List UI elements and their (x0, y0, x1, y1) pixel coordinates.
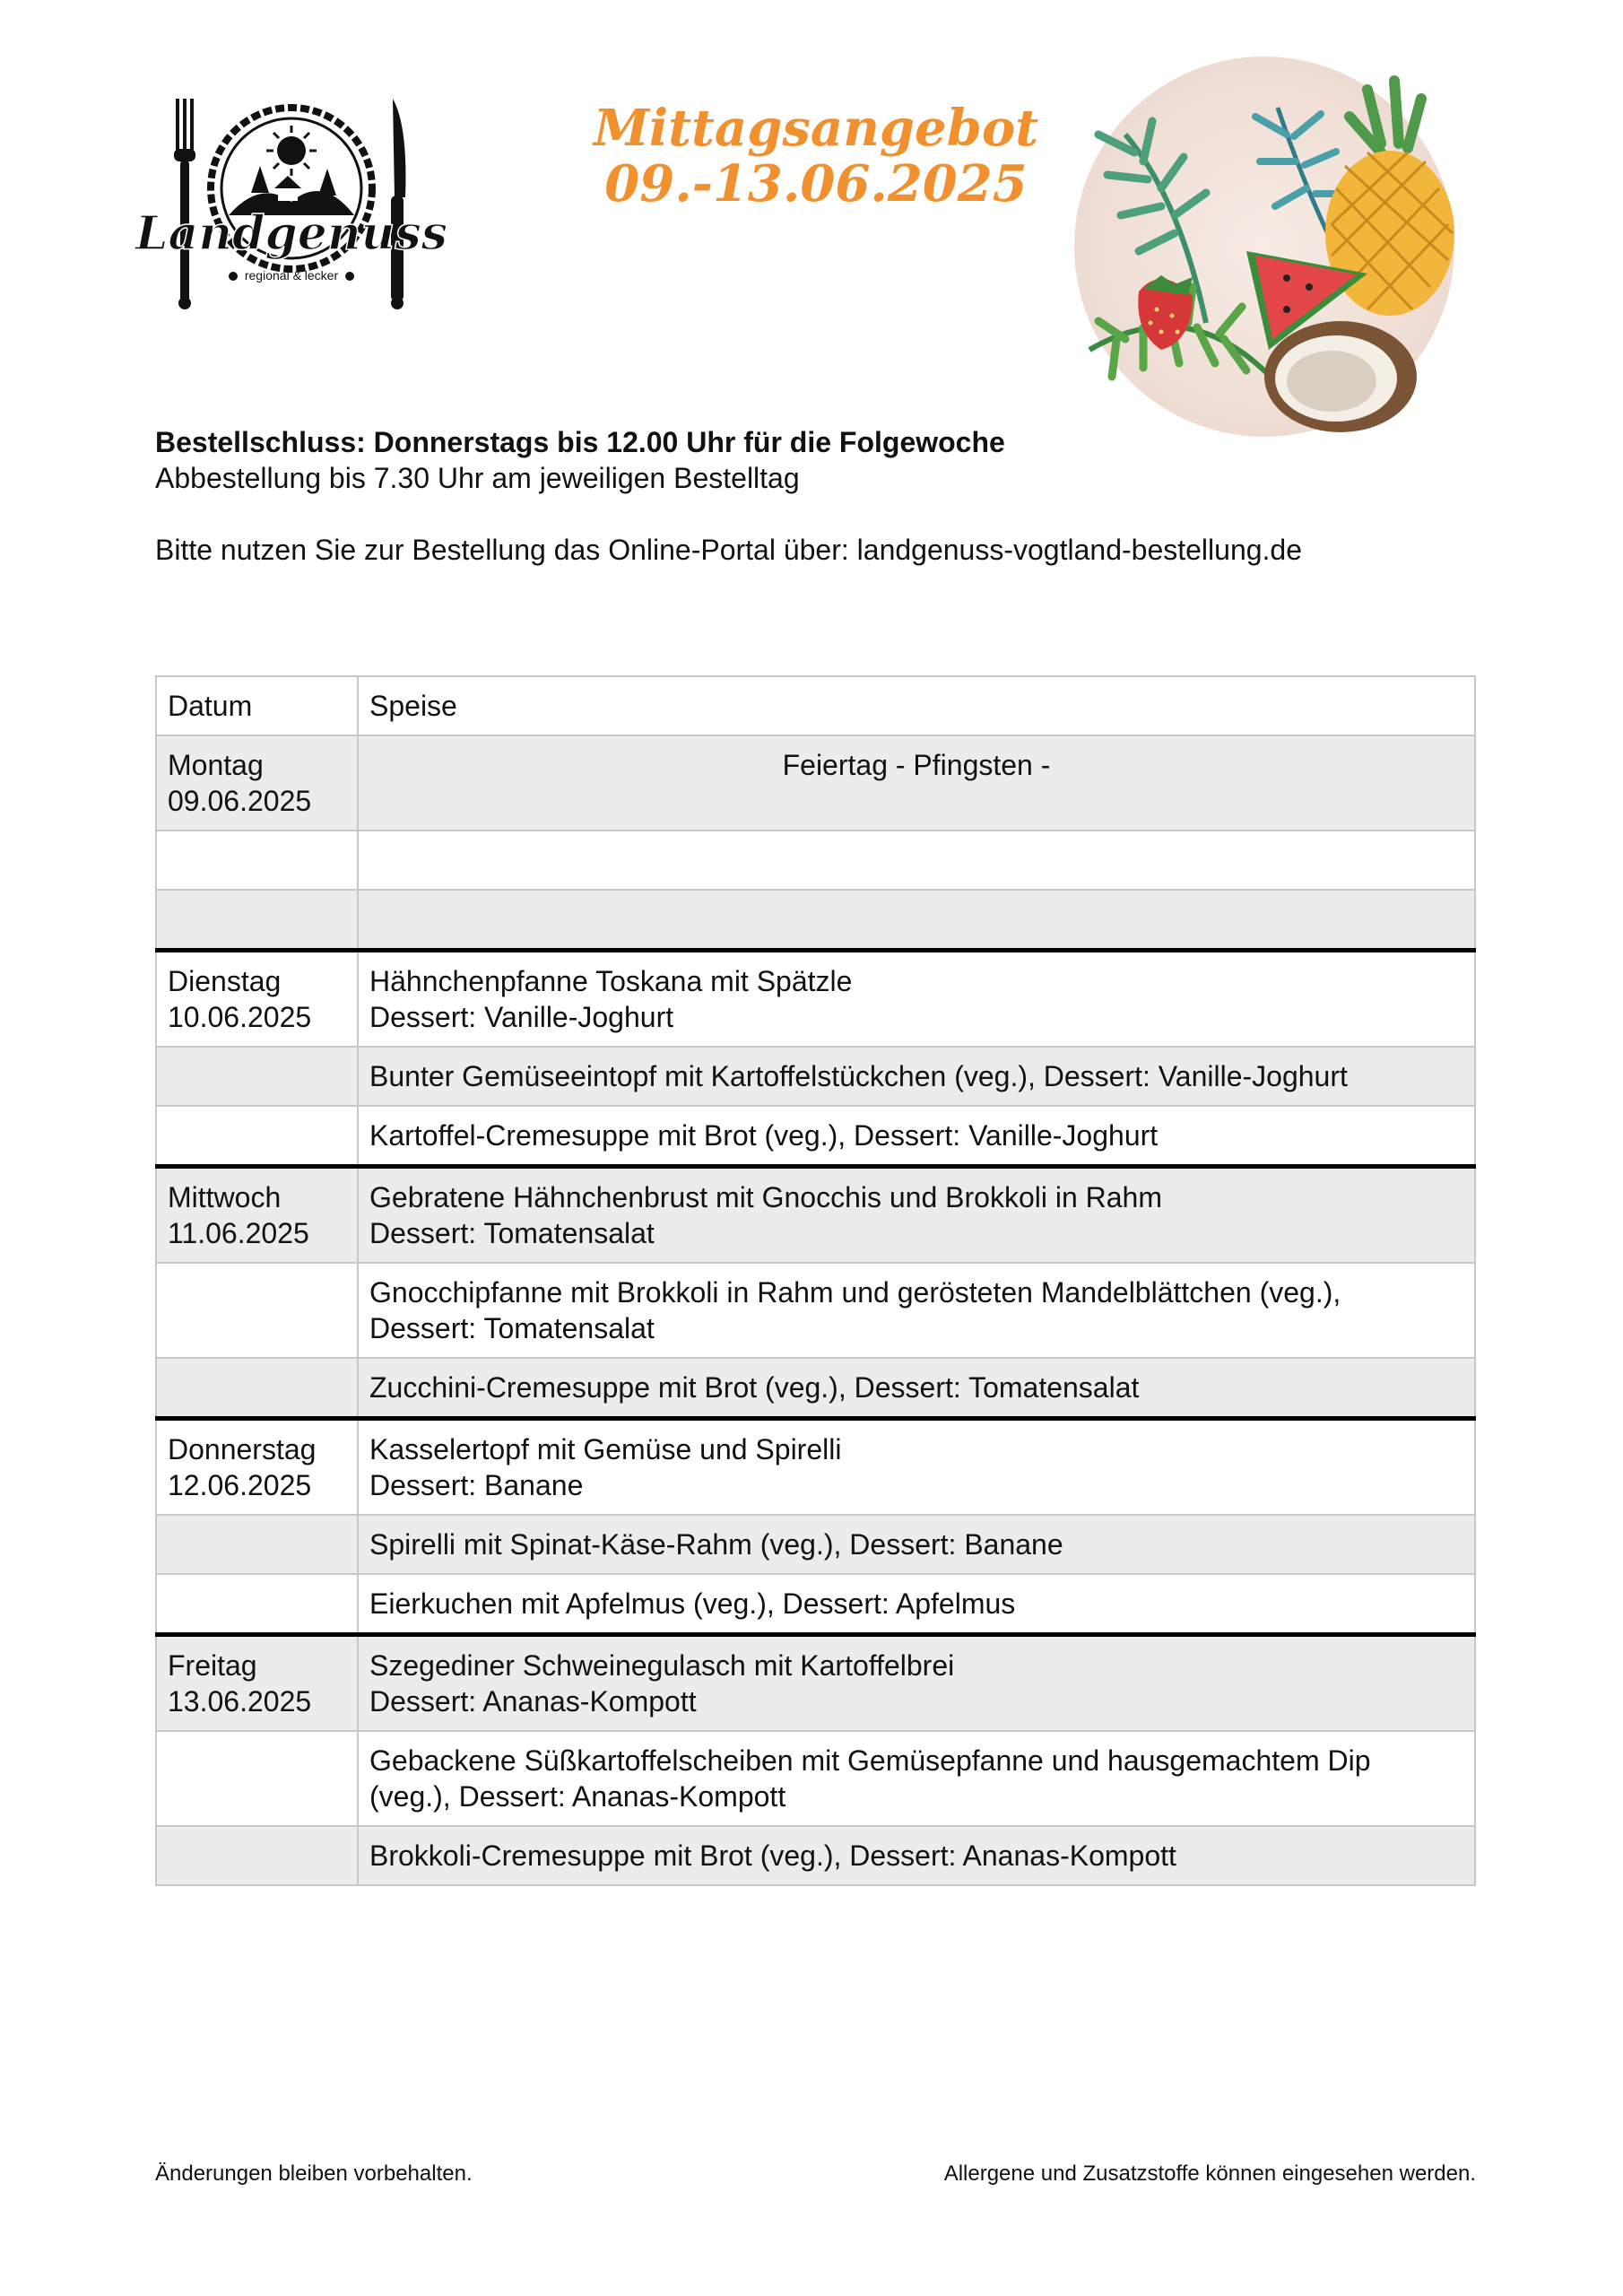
meal-name: Kartoffel-Cremesuppe mit Brot (veg.), Dessert: Vanille-Joghurt (369, 1119, 1159, 1152)
date-range: 09.-13.06.2025 (604, 154, 1028, 213)
meal-cell (358, 1515, 1475, 1574)
meal-cell (358, 1635, 1475, 1732)
day-cell (156, 1731, 358, 1826)
day-cell (156, 890, 358, 951)
order-info (155, 424, 1302, 568)
title-text: Mittagsangebot (593, 99, 1039, 158)
logo-text: Landgenuss (135, 206, 448, 261)
meal-dessert: Dessert: Tomatensalat (369, 1217, 655, 1249)
menu-table (155, 675, 1476, 1886)
table-row (156, 1419, 1475, 1516)
meal-cell (358, 1047, 1475, 1106)
table-row (156, 1826, 1475, 1885)
table-row (156, 1106, 1475, 1167)
date-label: 11.06.2025 (168, 1217, 309, 1249)
weekday-label: Mittwoch (168, 1181, 282, 1213)
meal-name: Eierkuchen mit Apfelmus (veg.), Dessert: Apfelmus (369, 1587, 1016, 1620)
meal-name: Gebackene Süßkartoffelscheiben mit Gemüsepfanne und hausgemachtem Dip (369, 1744, 1371, 1777)
meal-name: Bunter Gemüseeintopf mit Kartoffelstückchen (veg.), Dessert: Vanille-Joghurt (369, 1060, 1348, 1092)
table-row (156, 890, 1475, 951)
weekday-label: Donnerstag (168, 1433, 317, 1465)
page-title (574, 100, 1058, 212)
day-cell (156, 1515, 358, 1574)
meal-cell (358, 890, 1475, 951)
date-label: 10.06.2025 (168, 1001, 312, 1033)
table-row (156, 1731, 1475, 1826)
knife-icon (391, 99, 405, 309)
table-row (156, 1515, 1475, 1574)
day-cell (156, 831, 358, 890)
day-cell (156, 1106, 358, 1167)
tropical-fruit-illustration (1072, 54, 1457, 439)
meal-dessert: Dessert: Vanille-Joghurt (369, 1001, 674, 1033)
date-label: 09.06.2025 (168, 785, 312, 817)
fork-icon (174, 99, 195, 309)
day-cell (156, 735, 358, 831)
column-header-meal: Speise (358, 676, 1475, 735)
landgenuss-logo (135, 90, 448, 323)
weekday-label: Montag (168, 749, 264, 781)
table-header-row (156, 676, 1475, 735)
day-cell (156, 1635, 358, 1732)
meal-name: Hähnchenpfanne Toskana mit Spätzle (369, 965, 853, 997)
meal-cell (358, 735, 1475, 831)
day-cell (156, 1167, 358, 1264)
meal-dessert: Dessert: Banane (369, 1469, 584, 1501)
table-row (156, 735, 1475, 831)
table-row (156, 1574, 1475, 1635)
coconut-icon (1264, 321, 1417, 432)
holiday-label: Feiertag - Pfingsten - (782, 749, 1051, 781)
date-label: 13.06.2025 (168, 1685, 312, 1718)
meal-cell (358, 1731, 1475, 1826)
day-cell (156, 1419, 358, 1516)
meal-dessert: Dessert: Tomatensalat (369, 1312, 655, 1344)
weekday-label: Freitag (168, 1649, 257, 1682)
footer-disclaimer: Änderungen bleiben vorbehalten. (155, 2161, 473, 2186)
table-row (156, 951, 1475, 1048)
meal-name: Kasselertopf mit Gemüse und Spirelli (369, 1433, 842, 1465)
meal-cell (358, 1106, 1475, 1167)
meal-cell (358, 1574, 1475, 1635)
meal-cell (358, 951, 1475, 1048)
date-label: 12.06.2025 (168, 1469, 312, 1501)
day-cell (156, 1826, 358, 1885)
meal-name: Gnocchipfanne mit Brokkoli in Rahm und gerösteten Mandelblättchen (veg.), (369, 1276, 1341, 1309)
day-cell (156, 1263, 358, 1358)
cancellation-note: Abbestellung bis 7.30 Uhr am jeweiligen Bestelltag (155, 462, 800, 494)
table-row (156, 1167, 1475, 1264)
table-row (156, 831, 1475, 890)
table-row (156, 1635, 1475, 1732)
meal-cell (358, 1263, 1475, 1358)
day-cell (156, 1574, 358, 1635)
column-header-date: Datum (156, 676, 358, 735)
meal-name: Spirelli mit Spinat-Käse-Rahm (veg.), Dessert: Banane (369, 1528, 1063, 1561)
logo-tagline: regional & lecker (244, 268, 339, 283)
table-row (156, 1358, 1475, 1419)
footer-allergen-note: Allergene und Zusatzstoffe können eingesehen werden. (943, 2161, 1476, 2186)
meal-dessert: Dessert: Ananas-Kompott (369, 1685, 697, 1718)
table-row (156, 1263, 1475, 1358)
meal-cell (358, 1167, 1475, 1264)
order-deadline: Bestellschluss: Donnerstags bis 12.00 Uhr für die Folgewoche (155, 426, 1005, 458)
day-cell (156, 1047, 358, 1106)
meal-cell (358, 1358, 1475, 1419)
meal-name: Brokkoli-Cremesuppe mit Brot (veg.), Dessert: Ananas-Kompott (369, 1839, 1176, 1872)
meal-cell (358, 1419, 1475, 1516)
meal-name: Szegediner Schweinegulasch mit Kartoffelbrei (369, 1649, 955, 1682)
day-cell (156, 1358, 358, 1419)
meal-dessert: (veg.), Dessert: Ananas-Kompott (369, 1780, 786, 1813)
meal-name: Gebratene Hähnchenbrust mit Gnocchis und Brokkoli in Rahm (369, 1181, 1162, 1213)
weekday-label: Dienstag (168, 965, 282, 997)
portal-note: Bitte nutzen Sie zur Bestellung das Online-Portal über: landgenuss-vogtland-bestellung.de (155, 534, 1303, 566)
meal-cell (358, 831, 1475, 890)
day-cell (156, 951, 358, 1048)
table-row (156, 1047, 1475, 1106)
meal-name: Zucchini-Cremesuppe mit Brot (veg.), Dessert: Tomatensalat (369, 1371, 1140, 1404)
meal-cell (358, 1826, 1475, 1885)
